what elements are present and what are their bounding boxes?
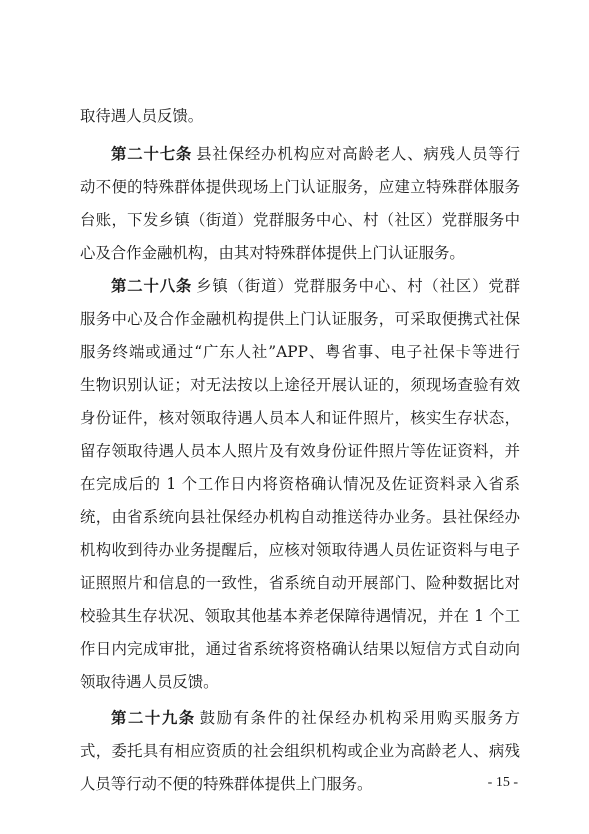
article-28-first-line	[111, 271, 520, 301]
paragraph-continuation	[80, 101, 520, 131]
text-line: 取待遇人员反馈。	[80, 107, 204, 125]
article-29-heading: 第二十九条	[111, 709, 196, 727]
article-28-line: 生物识别认证；对无法按以上途径开展认证的，须现场查验有效	[80, 376, 520, 394]
text-line: 乡镇（街道）党群服务中心、村（社区）党群	[196, 277, 520, 295]
article-29-first-line	[111, 703, 520, 733]
article-28-line: 留存领取待遇人员本人照片及有效身份证件照片等佐证资料，并	[80, 442, 520, 460]
article-28-heading: 第二十八条	[111, 277, 193, 295]
article-28-line: 服务终端或通过“广东人社”APP、粤省事、电子社保卡等进行	[80, 343, 520, 361]
article-27-first-line	[111, 139, 520, 169]
article-28-line: 作日内完成审批，通过省系统将资格确认结果以短信方式自动向	[80, 640, 520, 658]
article-27-heading: 第二十七条	[111, 145, 193, 163]
article-28-line: 证照照片和信息的一致性，省系统自动开展部门、险种数据比对	[80, 574, 520, 592]
article-28-line: 领取待遇人员反馈。	[80, 673, 219, 691]
article-28-line: 服务中心及合作金融机构提供上门认证服务，可采取便携式社保	[80, 310, 520, 328]
article-28-line: 机构收到待办业务提醒后，应核对领取待遇人员佐证资料与电子	[80, 541, 520, 559]
text-line: 鼓励有条件的社保经办机构采用购买服务方	[199, 709, 520, 727]
article-28-line: 统，由省系统向县社保经办机构自动推送待办业务。县社保经办	[80, 508, 520, 526]
article-28-line: 身份证件，核对领取待遇人员本人和证件照片，核实生存状态，	[80, 409, 520, 427]
article-27-line: 台账，下发乡镇（街道）党群服务中心、村（社区）党群服务中	[80, 211, 520, 229]
article-29-line: 式，委托具有相应资质的社会组织机构或企业为高龄老人、病残	[80, 742, 520, 760]
article-29-line: 人员等行动不便的特殊群体提供上门服务。	[80, 775, 373, 793]
text-line: 县社保经办机构应对高龄老人、病残人员等行	[196, 145, 520, 163]
article-28-line: 在完成后的 1 个工作日内将资格确认情况及佐证资料录入省系	[80, 475, 520, 493]
article-28-line: 校验其生存状况、领取其他基本养老保障待遇情况，并在 1 个工	[80, 607, 520, 625]
article-27-line: 心及合作金融机构，由其对特殊群体提供上门认证服务。	[80, 244, 465, 262]
page-number: - 15 -	[487, 775, 518, 790]
article-27-line: 动不便的特殊群体提供现场上门认证服务，应建立特殊群体服务	[80, 178, 520, 196]
